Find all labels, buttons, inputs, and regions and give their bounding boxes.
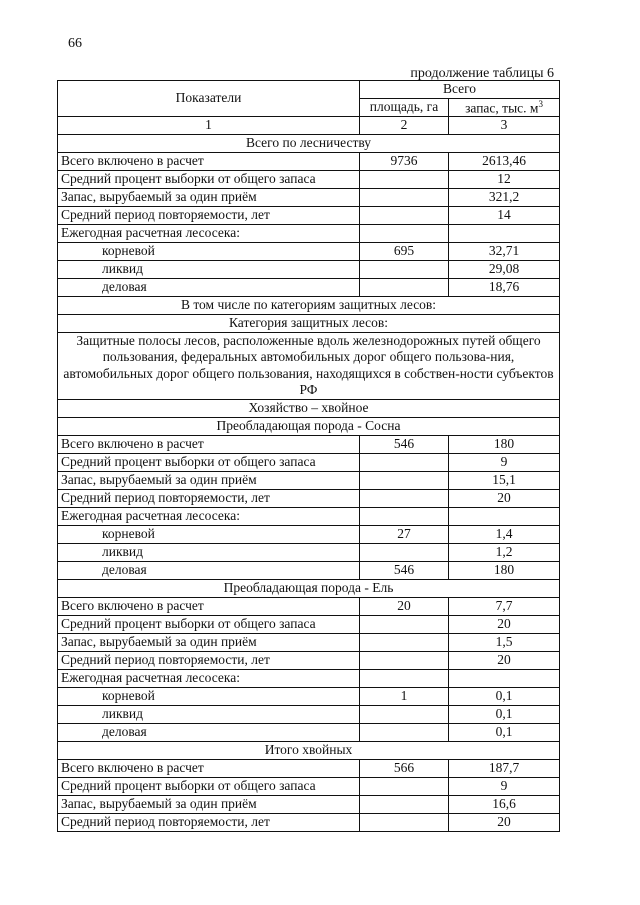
- table-row: [58, 651, 560, 669]
- cell-area: [360, 279, 449, 297]
- cell-stock: 321,2: [449, 189, 560, 207]
- cell-stock: [449, 225, 560, 243]
- cell-stock: 9: [449, 453, 560, 471]
- cell-stock: 14: [449, 207, 560, 225]
- table-row: [58, 615, 560, 633]
- cell-stock: 1,4: [449, 525, 560, 543]
- cell-stock: 180: [449, 561, 560, 579]
- table-row: [58, 261, 560, 279]
- cell-area: 566: [360, 759, 449, 777]
- row-label: Средний процент выборки от общего запаса: [58, 615, 360, 633]
- table-row: [58, 813, 560, 831]
- cell-stock: 0,1: [449, 687, 560, 705]
- cell-stock: 20: [449, 489, 560, 507]
- row-label: Всего включено в расчет: [58, 435, 360, 453]
- cell-stock: 9: [449, 777, 560, 795]
- row-label: ликвид: [58, 705, 360, 723]
- table-row: [58, 189, 560, 207]
- row-label: деловая: [58, 561, 360, 579]
- table-continuation-caption: продолжение таблицы 6: [410, 66, 554, 81]
- cell-area: [360, 489, 449, 507]
- cell-area: [360, 225, 449, 243]
- cell-stock: 12: [449, 171, 560, 189]
- cell-area: [360, 453, 449, 471]
- table-row: [58, 279, 560, 297]
- header-stock-label: запас, тыс. м: [465, 100, 539, 116]
- table-row: [58, 633, 560, 651]
- category-description-row: [58, 333, 560, 400]
- row-label: ликвид: [58, 261, 360, 279]
- table-row: [58, 687, 560, 705]
- cell-area: [360, 633, 449, 651]
- row-label: корневой: [58, 243, 360, 261]
- section-row: [58, 741, 560, 759]
- row-label: деловая: [58, 723, 360, 741]
- table-row: [58, 153, 560, 171]
- table-row: [58, 207, 560, 225]
- cell-area: [360, 189, 449, 207]
- cell-stock: 16,6: [449, 795, 560, 813]
- row-label: Средний период повторяемости, лет: [58, 489, 360, 507]
- row-label: Всего включено в расчет: [58, 153, 360, 171]
- row-label: Ежегодная расчетная лесосека:: [58, 225, 360, 243]
- cell-area: [360, 723, 449, 741]
- row-label: Всего включено в расчет: [58, 597, 360, 615]
- section-row: [58, 297, 560, 315]
- header-indicators: Показатели: [58, 81, 360, 117]
- table-row: [58, 243, 560, 261]
- cell-area: [360, 543, 449, 561]
- row-label: Ежегодная расчетная лесосека:: [58, 507, 360, 525]
- cell-area: [360, 171, 449, 189]
- section-title: Всего по лесничеству: [58, 135, 560, 153]
- table-row: [58, 597, 560, 615]
- row-label: Средний период повторяемости, лет: [58, 651, 360, 669]
- cell-area: [360, 207, 449, 225]
- header-num-2: 2: [360, 117, 449, 135]
- section-title: Итого хвойных: [58, 741, 560, 759]
- header-total-group: Всего: [360, 81, 560, 99]
- cell-area: 546: [360, 435, 449, 453]
- cell-stock: 0,1: [449, 723, 560, 741]
- cell-area: 695: [360, 243, 449, 261]
- forestry-table: [57, 80, 560, 832]
- row-label: Средний процент выборки от общего запаса: [58, 453, 360, 471]
- row-label: Запас, вырубаемый за один приём: [58, 471, 360, 489]
- table-row: [58, 777, 560, 795]
- cell-area: 9736: [360, 153, 449, 171]
- cell-area: [360, 615, 449, 633]
- cell-area: [360, 795, 449, 813]
- cell-area: [360, 705, 449, 723]
- cell-area: 546: [360, 561, 449, 579]
- cell-area: [360, 651, 449, 669]
- section-row: [58, 315, 560, 333]
- table-row: [58, 543, 560, 561]
- cell-area: [360, 261, 449, 279]
- table-row: [58, 723, 560, 741]
- table-header: [58, 81, 560, 135]
- table-row: [58, 435, 560, 453]
- cell-stock: 32,71: [449, 243, 560, 261]
- cell-area: [360, 669, 449, 687]
- table-row: [58, 225, 560, 243]
- cell-stock: 1,5: [449, 633, 560, 651]
- row-label: Средний период повторяемости, лет: [58, 207, 360, 225]
- cell-stock: 15,1: [449, 471, 560, 489]
- table-row: [58, 171, 560, 189]
- row-label: Всего включено в расчет: [58, 759, 360, 777]
- row-label: корневой: [58, 687, 360, 705]
- cell-stock: 20: [449, 615, 560, 633]
- cell-stock: 2613,46: [449, 153, 560, 171]
- cell-stock: 20: [449, 813, 560, 831]
- table-row: [58, 705, 560, 723]
- table-row: [58, 561, 560, 579]
- cell-stock: 180: [449, 435, 560, 453]
- cell-stock: 187,7: [449, 759, 560, 777]
- header-area: площадь, га: [360, 99, 449, 117]
- row-label: Средний процент выборки от общего запаса: [58, 777, 360, 795]
- table-row: [58, 489, 560, 507]
- cell-stock: 1,2: [449, 543, 560, 561]
- section-row: [58, 417, 560, 435]
- section-title: Преобладающая порода - Ель: [58, 579, 560, 597]
- cell-stock: 29,08: [449, 261, 560, 279]
- row-label: Запас, вырубаемый за один приём: [58, 189, 360, 207]
- cell-stock: 0,1: [449, 705, 560, 723]
- section-row: [58, 579, 560, 597]
- section-title: Категория защитных лесов:: [58, 315, 560, 333]
- header-num-3: 3: [449, 117, 560, 135]
- cell-stock: [449, 507, 560, 525]
- cell-stock: [449, 669, 560, 687]
- category-description: Защитные полосы лесов, расположенные вдоль железнодорожных путей общего пользования, федеральных автомобильных дорог общего пользова-ния, автомобильных дорог общего пользования, находящихся в собствен-ности субъектов РФ: [58, 333, 560, 400]
- row-label: Запас, вырубаемый за один приём: [58, 633, 360, 651]
- section-title: Преобладающая порода - Сосна: [58, 417, 560, 435]
- cell-area: 27: [360, 525, 449, 543]
- cell-stock: 18,76: [449, 279, 560, 297]
- table-row: [58, 795, 560, 813]
- section-row: [58, 399, 560, 417]
- row-label: Средний период повторяемости, лет: [58, 813, 360, 831]
- header-stock: [449, 99, 560, 117]
- cell-area: [360, 813, 449, 831]
- cell-stock: 7,7: [449, 597, 560, 615]
- page-number: 66: [68, 36, 82, 51]
- cell-area: 20: [360, 597, 449, 615]
- row-label: деловая: [58, 279, 360, 297]
- table-row: [58, 471, 560, 489]
- row-label: Ежегодная расчетная лесосека:: [58, 669, 360, 687]
- header-num-1: 1: [58, 117, 360, 135]
- table-row: [58, 525, 560, 543]
- table-row: [58, 453, 560, 471]
- cell-area: [360, 471, 449, 489]
- table-body: [58, 135, 560, 832]
- row-label: ликвид: [58, 543, 360, 561]
- row-label: Средний процент выборки от общего запаса: [58, 171, 360, 189]
- table-row: [58, 669, 560, 687]
- row-label: Запас, вырубаемый за один приём: [58, 795, 360, 813]
- cell-area: 1: [360, 687, 449, 705]
- section-row: [58, 135, 560, 153]
- table-row: [58, 507, 560, 525]
- table-row: [58, 759, 560, 777]
- cell-area: [360, 777, 449, 795]
- row-label: корневой: [58, 525, 360, 543]
- section-title: В том числе по категориям защитных лесов:: [58, 297, 560, 315]
- section-title: Хозяйство – хвойное: [58, 399, 560, 417]
- cell-stock: 20: [449, 651, 560, 669]
- cell-area: [360, 507, 449, 525]
- header-stock-superscript: 3: [538, 98, 543, 109]
